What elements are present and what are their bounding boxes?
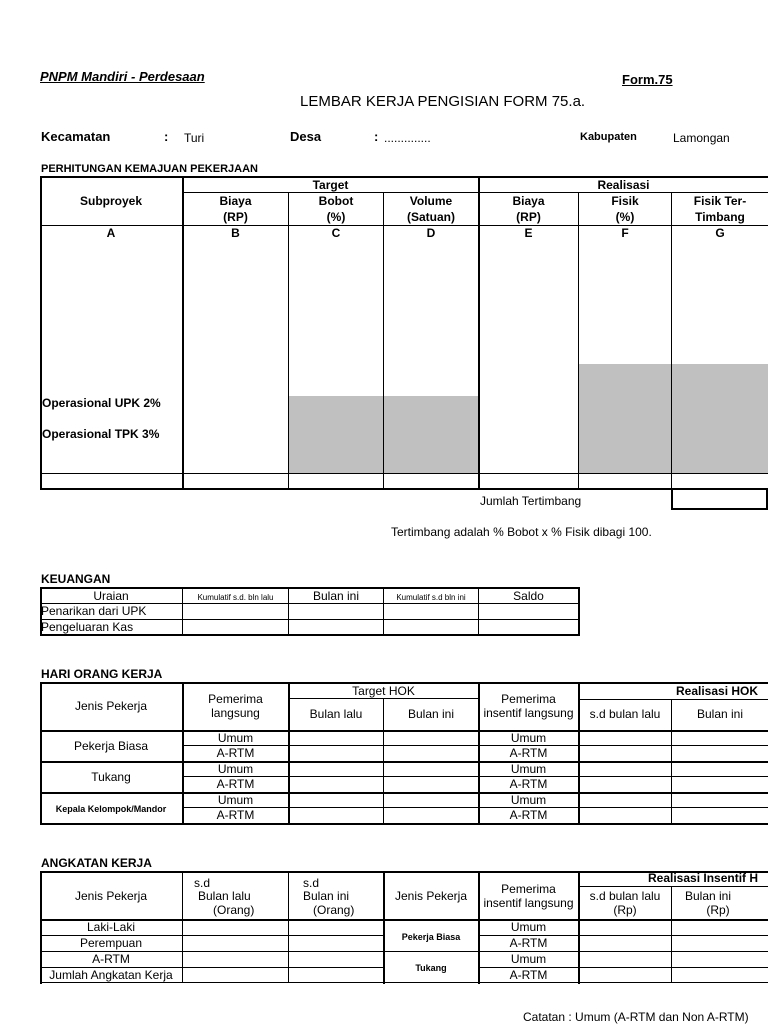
real-timbang-label: Timbang: [695, 210, 745, 224]
keuangan-uraian-header: Uraian: [93, 589, 129, 603]
hok-r3-umum: Umum: [217, 793, 254, 807]
real-fisik-ter-label: Fisik Ter-: [693, 194, 747, 208]
jumlah-tertimbang-label: Jumlah Tertimbang: [480, 494, 582, 508]
angkatan-section-title: ANGKATAN KERJA: [41, 856, 152, 870]
hok-ins-r2-umum: Umum: [510, 762, 547, 776]
desa-value: ..............: [384, 131, 431, 145]
form-title: LEMBAR KERJA PENGISIAN FORM 75.a.: [300, 93, 586, 110]
hok-target-header: Target HOK: [352, 684, 415, 698]
target-biaya-unit: (RP): [223, 210, 248, 224]
real-fisik-unit: (%): [615, 210, 635, 224]
hok-worker-pekerja-biasa: Pekerja Biasa: [73, 739, 149, 753]
jumlah-tertimbang-cell[interactable]: [671, 489, 768, 510]
keuangan-row-penarikan: Penarikan dari UPK: [41, 604, 147, 618]
hok-ins-r3-artm: A-RTM: [509, 808, 548, 822]
target-volume-unit: (Satuan): [407, 210, 455, 224]
ak-row-perempuan: Perempuan: [79, 936, 143, 950]
ak-jenis-pekerja-header: Jenis Pekerja: [74, 889, 148, 903]
shade-fisik: [579, 364, 768, 473]
hok-jenis-pekerja-header: Jenis Pekerja: [74, 699, 148, 713]
col-letter-e: E: [524, 226, 533, 240]
kabupaten-label: Kabupaten: [580, 131, 637, 143]
ak-pemerima-header: Pemerima: [501, 882, 556, 896]
ak-tukang: Tukang: [415, 963, 447, 973]
col-letter-g: G: [715, 226, 725, 240]
catatan-note: Catatan : Umum (A-RTM dan Non A-RTM): [523, 1010, 749, 1024]
hok-ins-r3-umum: Umum: [510, 793, 547, 807]
desa-label: Desa: [290, 129, 322, 144]
ak-sd-ini: s.d: [303, 876, 320, 890]
target-header: Target: [312, 178, 349, 192]
ak-insentif-header: insentif langsung: [483, 896, 574, 910]
keuangan-saldo-header: Saldo: [513, 589, 544, 603]
target-biaya-label: Biaya: [219, 194, 252, 208]
ak-orang-ini: (Orang): [313, 903, 355, 917]
kecamatan-value: Turi: [184, 131, 205, 145]
ak-row-jumlah: Jumlah Angkatan Kerja: [49, 968, 173, 982]
realisasi-header: Realisasi: [597, 178, 650, 192]
ak-jenis-pekerja-2-header: Jenis Pekerja: [394, 889, 468, 903]
ak-ins-r2-artm: A-RTM: [509, 968, 548, 982]
col-letter-a: A: [106, 226, 116, 240]
ak-real-rp-ini: (Rp): [706, 903, 730, 917]
target-bobot-label: Bobot: [318, 194, 354, 208]
target-volume-label: Volume: [409, 194, 453, 208]
hok-pemerima-insentif-header: Pemerima: [501, 692, 556, 706]
hok-target-bulan-ini: Bulan ini: [407, 707, 455, 721]
hok-target-bulan-lalu: Bulan lalu: [309, 707, 363, 721]
col-letter-f: F: [621, 226, 629, 240]
hok-r2-umum: Umum: [217, 762, 254, 776]
hok-insentif-header: insentif langsung: [483, 706, 574, 720]
real-biaya-label: Biaya: [512, 194, 545, 208]
progress-section-title: PERHITUNGAN KEMAJUAN PEKERJAAN: [41, 163, 258, 175]
col-letter-c: C: [331, 226, 341, 240]
hok-r3-artm: A-RTM: [216, 808, 255, 822]
ak-sd-lalu: s.d: [194, 876, 211, 890]
kecamatan-label: Kecamatan: [41, 129, 111, 144]
hok-ins-r1-artm: A-RTM: [509, 746, 548, 760]
hok-langsung-header: langsung: [211, 706, 260, 720]
hok-ins-r1-umum: Umum: [510, 731, 547, 745]
hok-r1-umum: Umum: [217, 731, 254, 745]
ak-orang-lalu: (Orang): [213, 903, 255, 917]
kecamatan-colon: :: [164, 129, 169, 144]
ak-ins-r2-umum: Umum: [510, 952, 547, 966]
ak-real-bulan-ini: Bulan ini: [684, 889, 732, 903]
keuangan-bulan-ini-header: Bulan ini: [312, 589, 360, 603]
real-biaya-unit: (RP): [516, 210, 541, 224]
tertimbang-note: Tertimbang adalah % Bobot x % Fisik dibagi 100.: [391, 525, 652, 539]
desa-colon: :: [374, 129, 379, 144]
hok-real-bulan-ini: Bulan ini: [696, 707, 744, 721]
keuangan-row-pengeluaran: Pengeluaran Kas: [41, 620, 134, 634]
keuangan-kum-ini-header: Kumulatif s.d bln ini: [396, 593, 466, 602]
kabupaten-value: Lamongan: [673, 131, 730, 145]
hok-section-title: HARI ORANG KERJA: [41, 667, 163, 681]
org-name: PNPM Mandiri - Perdesaan: [40, 69, 205, 84]
ak-real-sd-bulan-lalu: s.d bulan lalu: [589, 889, 661, 903]
hok-ins-r2-artm: A-RTM: [509, 777, 548, 791]
ak-realisasi-insentif-header: Realisasi Insentif H: [648, 871, 759, 885]
ak-ins-r1-umum: Umum: [510, 920, 547, 934]
hok-pemerima-header: Pemerima: [208, 692, 263, 706]
hok-r2-artm: A-RTM: [216, 777, 255, 791]
col-letter-d: D: [426, 226, 436, 240]
ak-pekerja-biasa: Pekerja Biasa: [401, 932, 461, 942]
row-operasional-tpk: Operasional TPK 3%: [42, 427, 160, 441]
row-operasional-upk: Operasional UPK 2%: [42, 396, 161, 410]
col-letter-b: B: [231, 226, 240, 240]
hok-realisasi-header: Realisasi HOK: [676, 684, 759, 698]
ak-real-rp-lalu: (Rp): [613, 903, 637, 917]
target-bobot-unit: (%): [326, 210, 346, 224]
hok-worker-mandor: Kepala Kelompok/Mandor: [55, 804, 167, 814]
ak-row-artm: A-RTM: [92, 952, 130, 966]
keuangan-section-title: KEUANGAN: [41, 572, 111, 586]
subproyek-header: Subproyek: [79, 194, 142, 208]
hok-worker-tukang: Tukang: [91, 770, 131, 784]
real-fisik-label: Fisik: [611, 194, 639, 208]
form-number: Form.75: [622, 72, 673, 87]
ak-ins-r1-artm: A-RTM: [509, 936, 548, 950]
ak-bulan-lalu: Bulan lalu: [198, 889, 251, 903]
ak-bulan-ini: Bulan ini: [303, 889, 350, 903]
ak-row-laki-laki: Laki-Laki: [86, 920, 136, 934]
keuangan-kum-lalu-header: Kumulatif s.d. bln lalu: [197, 593, 274, 602]
hok-real-sd-bulan-lalu: s.d bulan lalu: [589, 707, 661, 721]
hok-r1-artm: A-RTM: [216, 746, 255, 760]
